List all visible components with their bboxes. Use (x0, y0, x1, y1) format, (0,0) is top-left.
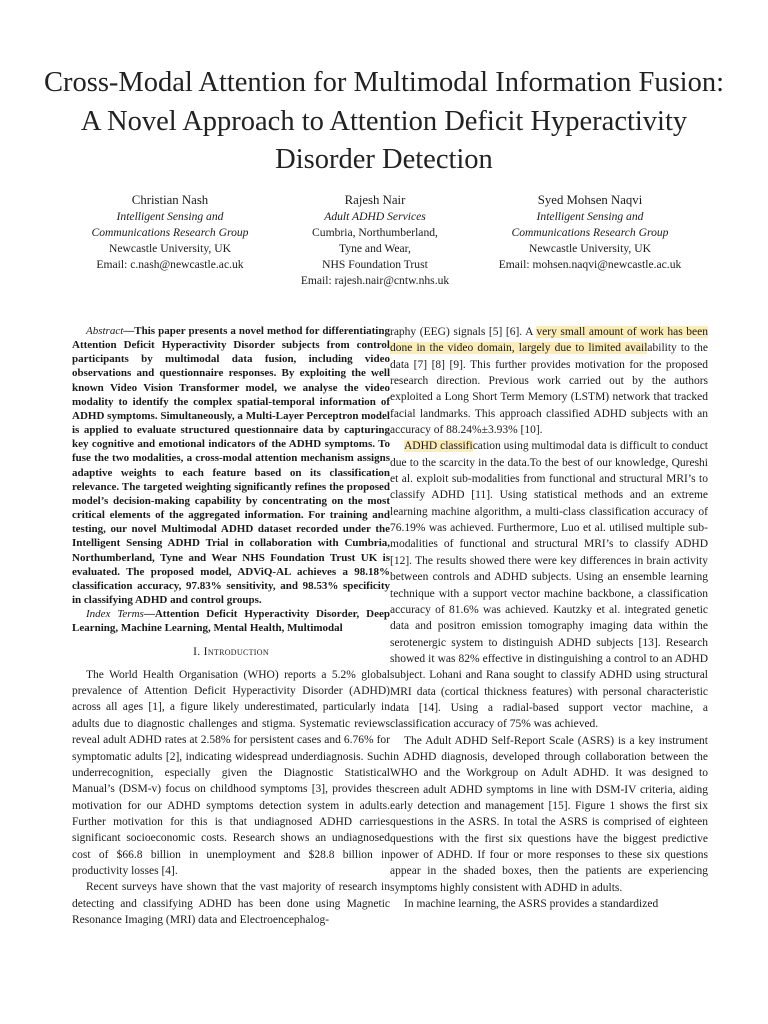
author-institution: Newcastle University, UK (109, 242, 231, 255)
index-terms-text: —Attention Deficit Hyperactivity Disorder, Deep Learning, Machine Learning, Mental Health, Multimodal (72, 608, 390, 635)
author-rajesh-nair (275, 192, 475, 289)
author-affiliation: Communications Research Group (91, 226, 249, 239)
text-run: cation using multimodal data is difficult to conduct due to the scarcity in the data.To the best of our knowledge, Qureshi et al. exploit sub-modalities from functional and structural MRI’s to classify ADHD [11]. Using statistical methods and an extreme learning machine algorithm, a multi-class classification accuracy of 76.19% was achieved. Furthermore, Luo et al. utilised multiple sub-modalities of functional and structural MRI’s to classify ADHD [12]. The results showed there were key differences in brain activity between controls and ADHD subjects. Using an ensemble learning technique with a support vector machine backbone, a classification accuracy of 81.6% was achieved. Kautzky et al. integrated genetic data and positron emission tomography imaging data within the serotenergic system to distinguish ADHD subjects [13]. Research showed it was 82% effective in distinguishing a control to an ADHD subject. Lohani and Rana sought to classify ADHD using structural MRI data (cortical thickness features) with personal characteristic data [14]. Using a radial-based support vector machine, a classification accuracy of 75% was achieved. (390, 440, 708, 731)
section-number: I. (193, 645, 204, 659)
intro-paragraph-2: Recent surveys have shown that the vast majority of research in detecting and classifying ADHD has been done using Magnetic Resonance Imaging (MRI) data and Electroencephalog- (72, 881, 390, 926)
right-paragraph-3: The Adult ADHD Self-Report Scale (ASRS) is a key instrument in ADHD diagnosis, developed through collaboration between the WHO and the Workgroup on Adult ADHD. It was designed to screen adult ADHD symptoms in line with DSM-IV criteria, aiding early detection and management [15]. Figure 1 shows the first six questions in the ASRS. In total the ASRS is comprised of eighteen questions with the first six questions have the biggest predictive power of ADHD. If four or more responses to these six questions appear in the shaded boxes, then the patients are experiencing symptoms highly consistent with ADHD in adults. (390, 734, 708, 894)
author-christian-nash (60, 192, 280, 273)
author-name: Syed Mohsen Naqvi (537, 193, 643, 207)
highlighted-text[interactable]: very small amount of work has been done in the video domain, largely due to limited avail (390, 326, 708, 355)
author-syed-mohsen-naqvi (470, 192, 710, 273)
author-block (40, 192, 728, 292)
right-paragraph-1 (390, 324, 708, 438)
author-name: Rajesh Nair (344, 193, 406, 207)
highlighted-text[interactable]: ADHD classifi (404, 440, 473, 453)
right-paragraph-2 (390, 438, 708, 732)
abstract-lead: Abstract (86, 325, 124, 337)
author-email: Email: rajesh.nair@cntw.nhs.uk (300, 274, 450, 287)
author-email: Email: c.nash@newcastle.ac.uk (96, 258, 244, 271)
left-column (72, 324, 390, 928)
section-heading-introduction (72, 644, 390, 660)
author-email: Email: mohsen.naqvi@newcastle.ac.uk (498, 258, 682, 271)
author-name: Christian Nash (131, 193, 209, 207)
right-paragraph-4: In machine learning, the ASRS provides a standardized (404, 898, 659, 911)
section-title: Introduction (203, 645, 269, 659)
abstract (72, 324, 390, 607)
author-affiliation: Communications Research Group (511, 226, 669, 239)
author-institution: Newcastle University, UK (529, 242, 651, 255)
author-location: Cumbria, Northumberland, (312, 226, 438, 239)
author-institution: NHS Foundation Trust (322, 258, 428, 271)
author-affiliation: Intelligent Sensing and (116, 210, 224, 223)
text-run: ability to the data [7] [8] [9]. This further provides motivation for the proposed research direction. Previous work carried out by the authors exploited a Long Short Term Memory (LSTM) network that tracked facial landmarks. This approach classified ADHD subjects with an accuracy of 88.24%±3.93% [10]. (390, 342, 708, 437)
text-run: raphy (EEG) signals [5] [6]. A (390, 326, 537, 338)
abstract-text: —This paper presents a novel method for differentiating Attention Deficit Hyperactivity Disorder subjects from control participants by multimodal data fusion, including video observations and questionnaire responses. By exploiting the well known Video Vision Transformer model, we analyse the video modality to identify the complex spatial-temporal information of ADHD symptoms. Simultaneously, a Multi-Layer Perceptron model is applied to evaluate structured questionnaire data by capturing key cognitive and emotional indicators of the ADHD symptoms. To fuse the two modalities, a cross-modal attention mechanism assigns adaptive weights to each feature based on its classification relevance. The targeted weighting significantly refines the proposed model’s decision-making capability by concentrating on the most critical elements of the aggregated information. For training and testing, our novel Multimodal ADHD dataset recorded under the Intelligent Sensing ADHD Trial in collaboration with Cumbria, Northumberland, Tyne and Wear NHS Foundation Trust UK is evaluated. The proposed model, ADViQ-AL achieves a 98.18% classification accuracy, 97.83% sensitivity, and 98.53% specificity in classifying ADHD and control groups. (72, 325, 390, 606)
intro-paragraph-1: The World Health Organisation (WHO) reports a 5.2% global prevalence of Attention Deficit Hyperactivity Disorder (ADHD) across all ages [1], a figure likely underestimated, particularly in adults due to diagnostic challenges and stigma. Systematic reviews reveal adult ADHD rates at 2.58% for persistent cases and 6.76% for symptomatic adults [2], indicating widespread underdiagnosis. Such underrecognition, especially given the Diagnostic Statistical Manual’s (DSM-v) focus on childhood symptoms [3], provides the motivation for our ADHD symptoms detection system in adults. Further motivation for this is that undiagnosed ADHD carries significant socioeconomic costs. Research shows an undiagnosed cost of $66.8 billion in unemployment and $28.8 billion in productivity losses [4]. (72, 668, 390, 877)
index-terms-lead: Index Terms (86, 608, 144, 621)
index-terms (72, 607, 390, 635)
author-location: Tyne and Wear, (339, 242, 411, 255)
author-affiliation: Adult ADHD Services (324, 210, 426, 223)
paper-title: Cross-Modal Attention for Multimodal Information Fusion: A Novel Approach to Attention Deficit Hyperactivity Disorder Detection (43, 67, 724, 175)
author-affiliation: Intelligent Sensing and (536, 210, 644, 223)
right-column (390, 324, 708, 912)
